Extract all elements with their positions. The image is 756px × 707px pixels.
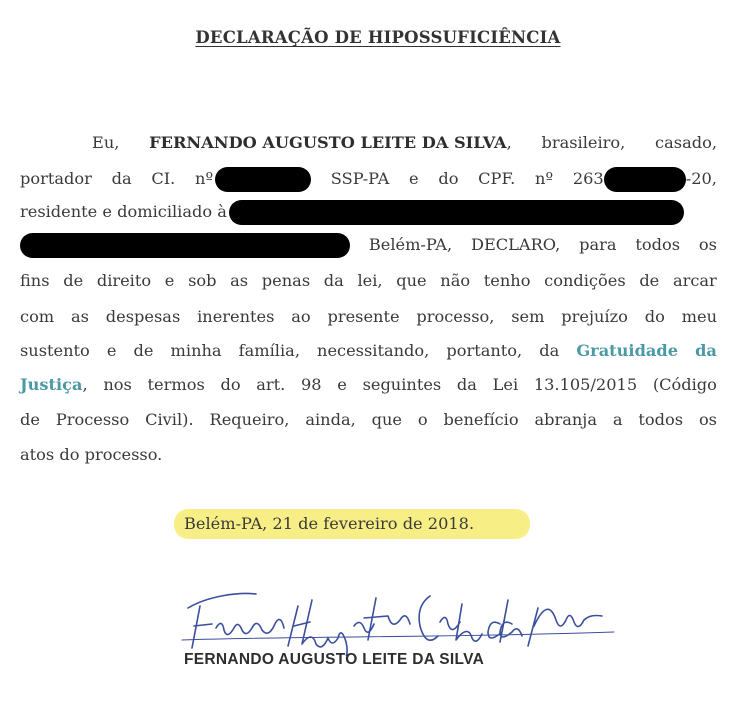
text-segment: inerentes	[197, 307, 275, 326]
text-segment: os	[698, 410, 717, 429]
paragraph-line-10	[20, 440, 717, 470]
declarant-name: FERNANDO AUGUSTO LEITE DA SILVA	[149, 133, 507, 152]
redaction-ci-number	[215, 167, 311, 192]
text-segment: casado,	[655, 133, 717, 152]
emphasis-gratuidade: Gratuidade	[576, 341, 679, 360]
text-segment: ,	[506, 133, 512, 152]
signature-name: FERNANDO AUGUSTO LEITE DA SILVA	[184, 651, 485, 668]
emphasis-justica: Justiça	[20, 375, 83, 394]
paragraph-line-9	[20, 405, 717, 435]
text-segment: (Código	[652, 375, 717, 394]
text-segment: portador	[20, 169, 92, 188]
text-segment: da	[456, 375, 477, 394]
text-segment: 13.105/2015	[533, 375, 638, 394]
paragraph-line-7	[20, 336, 717, 366]
text-segment: Belém-PA,	[368, 235, 453, 254]
text-segment: que	[371, 410, 402, 429]
text-segment: não	[440, 271, 471, 290]
text-segment: seguintes	[362, 375, 442, 394]
text-segment: ainda,	[305, 410, 356, 429]
text-segment: arcar	[672, 271, 717, 290]
text-segment: CI.	[151, 169, 176, 188]
text-segment: todos	[638, 410, 684, 429]
text-segment	[573, 164, 717, 194]
text-segment: 263	[572, 169, 604, 188]
text-segment: CPF.	[478, 169, 516, 188]
text-segment: portanto,	[446, 341, 523, 360]
text-segment: fins	[20, 271, 50, 290]
text-segment: direito	[96, 271, 152, 290]
text-segment: minha	[170, 341, 222, 360]
text-segment: de	[63, 271, 84, 290]
text-segment: da	[539, 341, 560, 360]
text-segment: nos	[103, 375, 132, 394]
handwritten-signature	[178, 578, 618, 656]
text-segment: a	[612, 410, 623, 429]
text-segment: abranja	[534, 410, 597, 429]
text-segment: processo,	[416, 307, 495, 326]
text-segment: sem	[511, 307, 545, 326]
text-segment: ao	[291, 307, 311, 326]
text-segment: para	[579, 235, 617, 254]
text-segment: Lei	[492, 375, 519, 394]
text-segment	[20, 370, 88, 400]
emphasis-da: da	[695, 341, 717, 360]
text-segment: que	[396, 271, 427, 290]
place-date-highlighted: Belém-PA, 21 de fevereiro de 2018.	[174, 509, 530, 539]
text-segment: Eu,	[92, 133, 120, 152]
text-segment: tenho	[483, 271, 531, 290]
text-segment: SSP-PA	[330, 169, 390, 188]
text-segment: da	[111, 169, 132, 188]
paragraph-line-2	[20, 164, 717, 194]
paragraph-line-4	[20, 230, 717, 260]
text-segment: condições	[544, 271, 626, 290]
text-segment: Civil).	[145, 410, 194, 429]
text-segment: termos	[147, 375, 205, 394]
text-segment: do	[644, 307, 665, 326]
text-segment: da	[323, 271, 344, 290]
text-segment: do	[438, 169, 459, 188]
text-segment: de	[639, 271, 660, 290]
redaction-cpf-number	[604, 167, 686, 192]
redaction-address-continued	[20, 233, 350, 258]
text-segment: as	[71, 307, 89, 326]
text-segment: atos do processo.	[20, 445, 163, 464]
text-segment: DECLARO,	[470, 235, 561, 254]
paragraph-line-5	[20, 266, 717, 296]
text-segment: ,	[82, 375, 88, 394]
text-segment: sob	[188, 271, 217, 290]
text-segment: e	[337, 375, 347, 394]
document-title: DECLARAÇÃO DE HIPOSSUFICIÊNCIA	[195, 28, 561, 47]
text-segment: benefício	[443, 410, 519, 429]
text-segment: 98	[300, 375, 322, 394]
text-segment: e	[164, 271, 175, 290]
text-segment: lei,	[357, 271, 383, 290]
paragraph-line-6	[20, 302, 717, 332]
text-segment: presente	[327, 307, 400, 326]
paragraph-line-3	[20, 197, 717, 227]
text-segment	[195, 164, 311, 194]
text-segment: nº	[535, 169, 554, 188]
text-segment: residente e domiciliado à	[20, 202, 227, 221]
text-segment: nº	[195, 169, 214, 188]
text-segment: -20,	[685, 169, 717, 188]
text-segment: e	[409, 169, 419, 188]
paragraph-line-1	[20, 128, 717, 158]
text-segment: os	[698, 235, 717, 254]
text-segment: as	[230, 271, 249, 290]
text-segment: de	[20, 410, 40, 429]
text-segment	[149, 128, 512, 158]
text-segment: o	[417, 410, 428, 429]
text-segment: penas	[261, 271, 311, 290]
text-segment: sustento	[20, 341, 90, 360]
text-segment: Requeiro,	[209, 410, 290, 429]
text-segment: despesas	[105, 307, 181, 326]
text-segment: de	[133, 341, 154, 360]
text-segment: todos	[635, 235, 681, 254]
text-segment: brasileiro,	[541, 133, 626, 152]
paragraph-line-8	[20, 370, 717, 400]
text-segment: Processo	[55, 410, 130, 429]
redaction-address	[229, 200, 684, 225]
text-segment: com	[20, 307, 55, 326]
text-segment: art.	[256, 375, 286, 394]
text-segment: necessitando,	[317, 341, 430, 360]
text-segment: família,	[238, 341, 300, 360]
text-segment: do	[220, 375, 241, 394]
text-segment: e	[106, 341, 117, 360]
text-segment: prejuízo	[561, 307, 628, 326]
text-segment: meu	[681, 307, 717, 326]
